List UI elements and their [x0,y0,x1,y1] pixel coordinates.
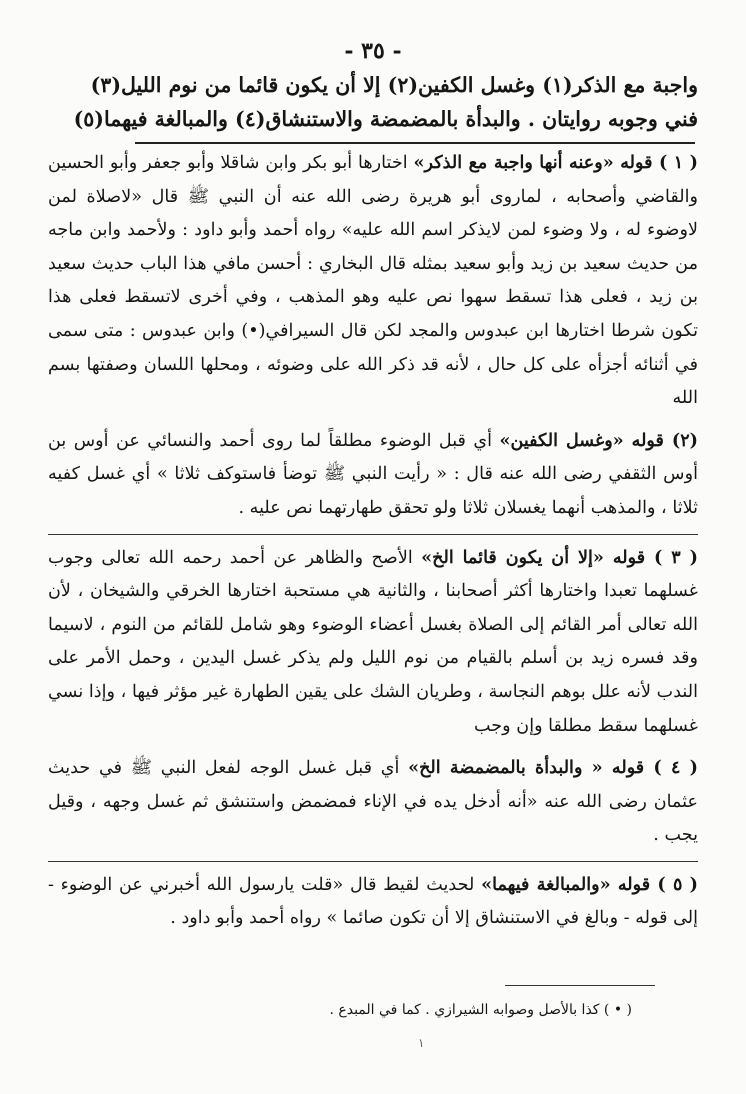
main-text-line: فني وجوبه روايتان . والبدأة بالمضمضة والاستنشاق(٤) والمبالغة فيهما(٥) [73,107,698,131]
page-number: - ٣٥ - [344,38,402,64]
note-heading: ( ١ ) قوله «وعنه أنها واجبة مع الذكر» [413,152,698,173]
note-heading: ( ٣ ) قوله «إلا أن يكون قائما الخ» [421,546,698,568]
note-heading: ( ٥ ) قوله «والمبالغة فيهما» [481,873,698,895]
main-text [48,68,698,136]
note-1 [48,146,698,416]
commentary-notes [48,146,698,944]
note-body: أي قبل غسل الوجه لفعل النبي ﷺ في حديث عثمان رضى الله عنه «أنه أدخل يده في الإناء فمضمض واستنشق ثم غسل وجهه ، وقيل يجب . [48,758,698,846]
main-text-divider [135,142,695,144]
note-5 [48,861,698,936]
footnote: ( • ) كذا بالأصل وصوابه الشيرازي . كما في المبدع . [329,1002,632,1018]
note-3 [48,534,698,744]
note-body: أي قبل الوضوء مطلقاً لما روى أحمد والنسائي عن أوس بن أوس الثقفي رضى الله عنه قال : « رأيت النبي ﷺ توضأ فاستوكف ثلاثا » أي غسل كفيه ثلاثا ، والمذهب أنهما يغسلان ثلاثا ولو تحقق طهارتهما نص عليه . [48,430,698,518]
note-body: لحديث لقيط قال «قلت يارسول الله أخبرني عن الوضوء - إلى قوله - وبالغ في الاستنشاق إلا أن تكون صائما » رواه أحمد وأبو داود . [48,874,698,929]
note-body: الأصح والظاهر عن أحمد رحمه الله تعالى وجوب غسلهما تعبدا واختارها أكثر أصحابنا ، والثانية هي مستحبة اختارها الخرقي والشيخان ، لأن الله تعالى أمر القائم إلى الصلاة بغسل أعضاء الوضوء وهو شامل للقائم من النوم ، لاسيما وقد فسره زيد بن أسلم بالقيام من نوم الليل ولم يذكر غسل اليدين ، وحمل الأمر على الندب لأنه علل بوهم النجاسة ، وطريان الشك على يقين الطهارة غير مؤثر فيها ، وإذا نسي غسلهما سقط مطلقا وإن وجب [48,547,698,736]
note-2 [48,424,698,526]
note-heading: (٢) قوله «وغسل الكفين» [499,429,698,451]
note-heading: ( ٤ ) قوله « والبدأة بالمضمضة الخ» [408,757,698,779]
main-text-line: واجبة مع الذكر(١) وغسل الكفين(٢) إلا أن يكون قائما من نوم الليل(٣) [90,73,698,97]
note-body: اختارها أبو بكر وابن شاقلا وأبو جعفر وأبو الحسين والقاضي وأصحابه ، لماروى أبو هريرة رضى الله عنه أن النبي ﷺ قال «لاصلاة لمن لاوضوء له ، ولا وضوء لمن لايذكر اسم الله عليه» رواه أحمد وأبو داود : ولأحمد وابن ماجه من حديث سعيد بن زيد وأبو سعيد بمثله قال البخاري : أحسن مافي هذا الباب حديث سعيد بن زيد ، فعلى هذا تسقط سهوا نص عليه وهو المذهب ، وفي أخرى لاتسقط فعلى هذا تكون شرطا اختارها ابن عبدوس والمجد لكن قال السيرافي(•) وابن عبدوس : متى سمى في أثنائه أجزأه على كل حال ، لأنه قد ذكر الله على وضوئه ، ومحلها اللسان وصفتها بسم الله [48,153,698,409]
stray-mark: ١ [418,1036,425,1050]
footnote-divider [505,985,655,986]
note-4 [48,751,698,853]
